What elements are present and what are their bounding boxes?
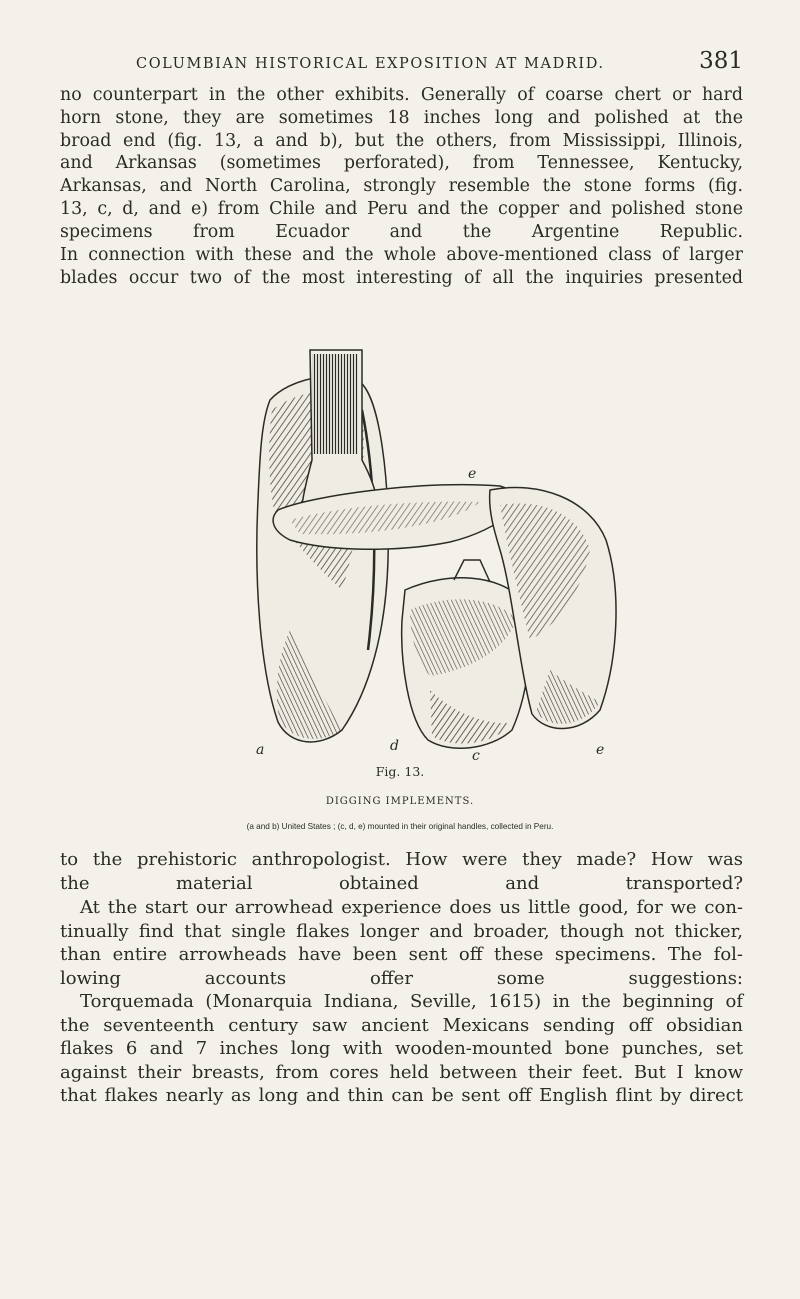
paragraph-3 [60,848,743,895]
figure-label-c: c [472,748,480,760]
text-line: the seventeenth century saw ancient Mexicans sending off obsidian [60,1014,743,1036]
page-header [60,48,743,74]
text-line: to the prehistoric anthropologist. How were they made? How was [60,849,743,870]
text-line: flakes 6 and 7 inches long with wooden-mounted bone punches, set [60,1038,743,1060]
text-line: broad end (fig. 13, a and b), but the others, from Mississippi, Illinois, [60,130,743,151]
text-line: against their breasts, from cores held between their feet. But I know [60,1061,743,1083]
text-line: Arkansas, and North Carolina, strongly resemble the stone forms (fig. [60,176,743,197]
figure-label-a: a [256,742,265,758]
text-line: At the start our arrowhead experience does us little good, for we con- [80,897,743,918]
running-title: COLUMBIAN HISTORICAL EXPOSITION AT MADRID. [136,56,605,72]
figure-13-illustration [250,330,630,760]
page-number: 381 [699,48,743,74]
text-line: Torquemada (Monarquia Indiana, Seville, 1615) in the beginning of [80,991,743,1012]
figure-label-d: d [390,738,399,754]
text-line: In connection with these and the whole above-mentioned class of larger [60,245,743,265]
text-line: tinually find that single flakes longer and broader, though not thicker, [60,920,743,942]
text-line: and Arkansas (sometimes perforated), from Tennessee, Kentucky, [60,153,743,174]
text-line: the material obtained and transported? [60,872,743,894]
text-line: that flakes nearly as long and thin can be sent off English flint by direct [60,1085,743,1107]
text-line: specimens from Ecuador and the Argentine Republic. [60,221,743,242]
paragraph-5 [60,990,743,1108]
paragraph-1 [60,84,743,244]
text-line: 13, c, d, and e) from Chile and Peru and the copper and polished stone [60,198,743,219]
figure-caption: (a and b) United States ; (c, d, e) mounted in their original handles, collected in Peru. [246,822,554,831]
text-line: no counterpart in the other exhibits. Generally of coarse chert or hard [60,85,743,105]
text-line: horn stone, they are sometimes 18 inches long and polished at the [60,107,743,128]
figure-label-e-upper: e [468,466,477,482]
figure-label-e: e [596,742,605,758]
paragraph-4 [60,896,743,990]
text-line: lowing accounts offer some suggestions: [60,967,743,989]
figure-title: DIGGING IMPLEMENTS. [325,796,475,807]
text-line: than entire arrowheads have been sent off these specimens. The fol- [60,944,743,966]
figure-number: Fig. 13. [375,764,425,779]
text-line: blades occur two of the most interesting of all the inquiries presented [60,267,743,288]
paragraph-2 [60,244,743,290]
